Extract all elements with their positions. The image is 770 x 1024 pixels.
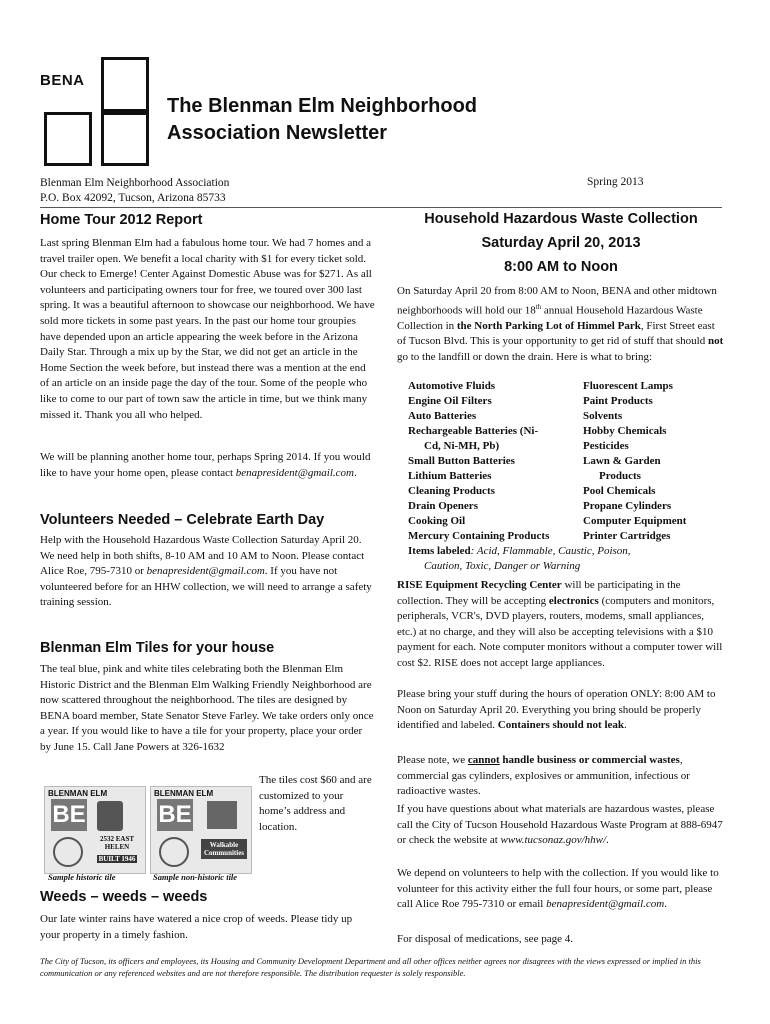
note-paragraph [397,753,725,800]
tile1-top-text: BLENMAN ELM [48,789,108,798]
items-labeled-line [408,544,723,574]
hazardous-intro-paragraph [397,284,725,366]
tile1-address: 2532 EAST HELEN [99,835,135,851]
items-labeled-label: Items labeled [408,545,471,557]
questions-paragraph [397,802,725,849]
volunteers-text-b: . If you have not volunteered before for an HHW collection, we will need to arrange a safety training session. [40,565,372,609]
association-info [40,176,229,206]
tiles-cost-paragraph: The tiles cost $60 and are customized to your home’s address and location. [259,774,372,833]
non-historic-tile-caption: Sample non-historic tile [153,872,238,882]
hhw-website-link[interactable]: www.tucsonaz.gov/hhw/ [500,834,607,847]
hazardous-item: Pesticides [583,440,629,452]
tile1-built: BUILT 1946 [98,855,136,863]
hazardous-item: Small Button Batteries [408,455,515,467]
intro-not: not [707,335,724,348]
logo-square-bottom-right [101,112,149,166]
tiles-heading: Blenman Elm Tiles for your house [40,640,275,656]
tile2-be-letters: BE [157,799,193,831]
tile2-top-text: BLENMAN ELM [154,789,214,798]
volunteer-collection-paragraph [397,866,725,913]
home-tour-contact-paragraph [40,450,375,481]
hazardous-item: Lawn & Garden [583,455,661,467]
hazardous-item: Lithium Batteries [408,470,492,482]
hazardous-item: Computer Equipment [583,515,687,527]
weeds-paragraph: Our late winter rains have watered a nice crop of weeds. Please tidy up your property in a timely fashion. [40,913,353,941]
note-cannot: cannot [467,754,500,766]
hazardous-item: Solvents [583,410,623,422]
hazardous-heading [397,207,725,279]
volunteer-text-a: We depend on volunteers to help with the collection. If you would like to volunteer for this activity either the full four hours, or some part, please call Alice Roe 795-7310 or email [397,867,719,911]
hazardous-item: Paint Products [583,395,653,407]
non-historic-tile-image [150,786,252,874]
volunteers-text-a: Help with the Household Hazardous Waste Collection Saturday April 20. We need help in both shifts, 8-10 AM and 10 AM to Noon. Please contact Alice Roe, 795-7310 or [40,534,365,578]
tiles-paragraph: The teal blue, pink and white tiles celebrating both the Blenman Elm Historic District and the Blenman Elm Walking Friendly Neighborhood are now scattered throughout the neighborhood. The tiles are designed by BENA board member, State Senator Steve Farley. We take orders only once a year. If you would like to have a tile for your property, place your order by June 15. Call Jane Powers at 326-1632 [40,663,374,753]
hazardous-item: Products [599,470,641,482]
hazardous-item: Cd, Ni-MH, Pb) [424,440,500,452]
bring-text-a: Please bring your stuff during the hours of operation ONLY: 8:00 AM to Noon on Saturday April 20. Everything you bring should be properly identified and labeled. [397,688,716,732]
note-text-a: Please note, we [397,754,468,766]
hazardous-item: Mercury Containing Products [408,530,550,542]
intro-superscript: th [535,302,542,311]
tile2-trolley-image [207,801,237,829]
hazardous-item: Automotive Fluids [408,380,496,392]
tile2-walkable: Walkable Communities [201,839,247,859]
bring-paragraph [397,687,725,734]
tile1-be-letters: BE [51,799,87,831]
tile2-seal-image [159,837,189,867]
note-commercial: handle business or commercial wastes [499,754,680,766]
home-tour-contact-end: . [353,466,357,479]
items-list-left [408,379,583,544]
intro-text-a: On Saturday April 20 from 8:00 AM to Noon, BENA and other midtown neighborhoods will hold our 18 [397,285,717,317]
home-tour-contact-text: We will be planning another home tour, perhaps Spring 2014. If you would like to have your home open, please contact [40,451,371,479]
association-name: Blenman Elm Neighborhood Association [40,177,230,189]
home-tour-heading: Home Tour 2012 Report [40,212,203,228]
historic-tile-caption: Sample historic tile [48,872,116,882]
disclaimer-footer: The City of Tucson, its officers and employees, its Housing and Community Development Department and all other offices neither agrees nor disagrees with the views expressed or implied in this communication or any referenced websites and are not therefore responsible. The distribution requester is solely responsible. [40,956,701,978]
hazardous-item: Pool Chemicals [583,485,656,497]
intro-text-c: , First Street east of Tucson Blvd. This is your opportunity to get rid of stuff that should [397,319,715,348]
volunteer-text-b: . [664,898,667,911]
hazardous-item: Fluorescent Lamps [583,380,673,392]
hazardous-heading-line2: Saturday April 20, 2013 [481,235,641,251]
logo-square-bottom-left [44,112,92,166]
issue-season: Spring 2013 [587,176,644,188]
newsletter-title: The Blenman Elm Neighborhood Association Newsletter [167,95,478,144]
intro-text-d: go to the landfill or down the drain. Here is what to bring: [397,351,653,364]
logo-square-top [101,57,149,112]
hazardous-item: Drain Openers [408,500,478,512]
note-text-c: , commercial gas cylinders, explosives or ammunition, infectious or radioactive wastes. [397,754,690,798]
hazardous-item: Propane Cylinders [583,500,672,512]
bring-text-c: . [624,719,627,732]
hazardous-heading-line1: Household Hazardous Waste Collection [424,211,698,227]
tile1-seal-image [53,837,83,867]
rise-paragraph [397,578,725,672]
association-address: P.O. Box 42092, Tucson, Arizona 85733 [40,192,226,204]
rise-text-b: will be participating in the collection. They will be accepting [397,579,681,607]
medications-note: For disposal of medications, see page 4. [397,933,573,945]
weeds-heading: Weeds – weeds – weeds [40,889,208,905]
hazardous-item: Cooking Oil [408,515,466,527]
questions-text-a: If you have questions about what materials are hazardous wastes, please call the City of Tucson Household Hazardous Waste Program at 888-6947 or check the website at [397,803,723,847]
hazardous-item: Rechargeable Batteries (Ni- [408,425,539,437]
rise-electronics: electronics [548,594,599,607]
bring-containers: Containers should not leak [497,719,625,732]
hazardous-item: Engine Oil Filters [408,395,492,407]
intro-text-b: annual Household Hazardous Waste Collection in [397,304,703,332]
volunteer-email-link[interactable]: benapresident@gmail.com [546,898,665,911]
items-labeled-text2: Caution, Toxic, Danger or Warning [424,560,581,572]
hazardous-item: Hobby Chemicals [583,425,667,437]
bena-logo-word: BENA [40,72,85,89]
rise-name: RISE Equipment Recycling Center [397,579,562,591]
volunteers-heading: Volunteers Needed – Celebrate Earth Day [40,512,325,528]
home-tour-email-link[interactable]: benapresident@gmail.com [235,466,354,479]
items-labeled-text: : Acid, Flammable, Caustic, Poison, [470,545,631,557]
intro-location: the North Parking Lot of Himmel Park [456,319,641,332]
rise-text-c: (computers and monitors, peripherals, VCR's, DVD players, routers, modems, small appliances, etc.) at no charge, and they will also be accepting televisions with a $10 payment for each. Note computer monitors without a computer tower will cost $2. RISE does not accept large appliances. [397,594,723,669]
hazardous-item: Cleaning Products [408,485,495,497]
volunteers-paragraph [40,533,375,611]
hazardous-heading-line3: 8:00 AM to Noon [504,259,618,275]
home-tour-paragraph: Last spring Blenman Elm had a fabulous home tour. We had 7 homes and a travel trailer open. We benefit a local charity with $1 for every ticket sold. Our check to Emerge! Center Against Domestic Abuse was for $271. As all volunteers and participating owners tour for free, we toured over 300 last spring. It was a beautiful afternoon to showcase our neighborhood. We have sold more tickets in some past years. In the past our home tour groupies have depended upon an article appearing the week before in the Arizona Daily Star. Through a mix up by the Star, we did not get an article in the Home Section the week before, but instead there was a mention at the end of an article on an inside page the day of the tour. Some of the people who like to come to our part of town saw the article in time, but we think many missed it. Thank you all who helped. [40,237,375,421]
hazardous-item: Printer Cartridges [583,530,671,542]
tile1-portrait-image [97,801,123,831]
questions-text-b: . [606,834,609,847]
historic-tile-image [44,786,146,874]
hazardous-item: Auto Batteries [408,410,477,422]
items-list-right [583,379,723,544]
volunteers-email-link[interactable]: benapresident@gmail.com [146,565,265,578]
